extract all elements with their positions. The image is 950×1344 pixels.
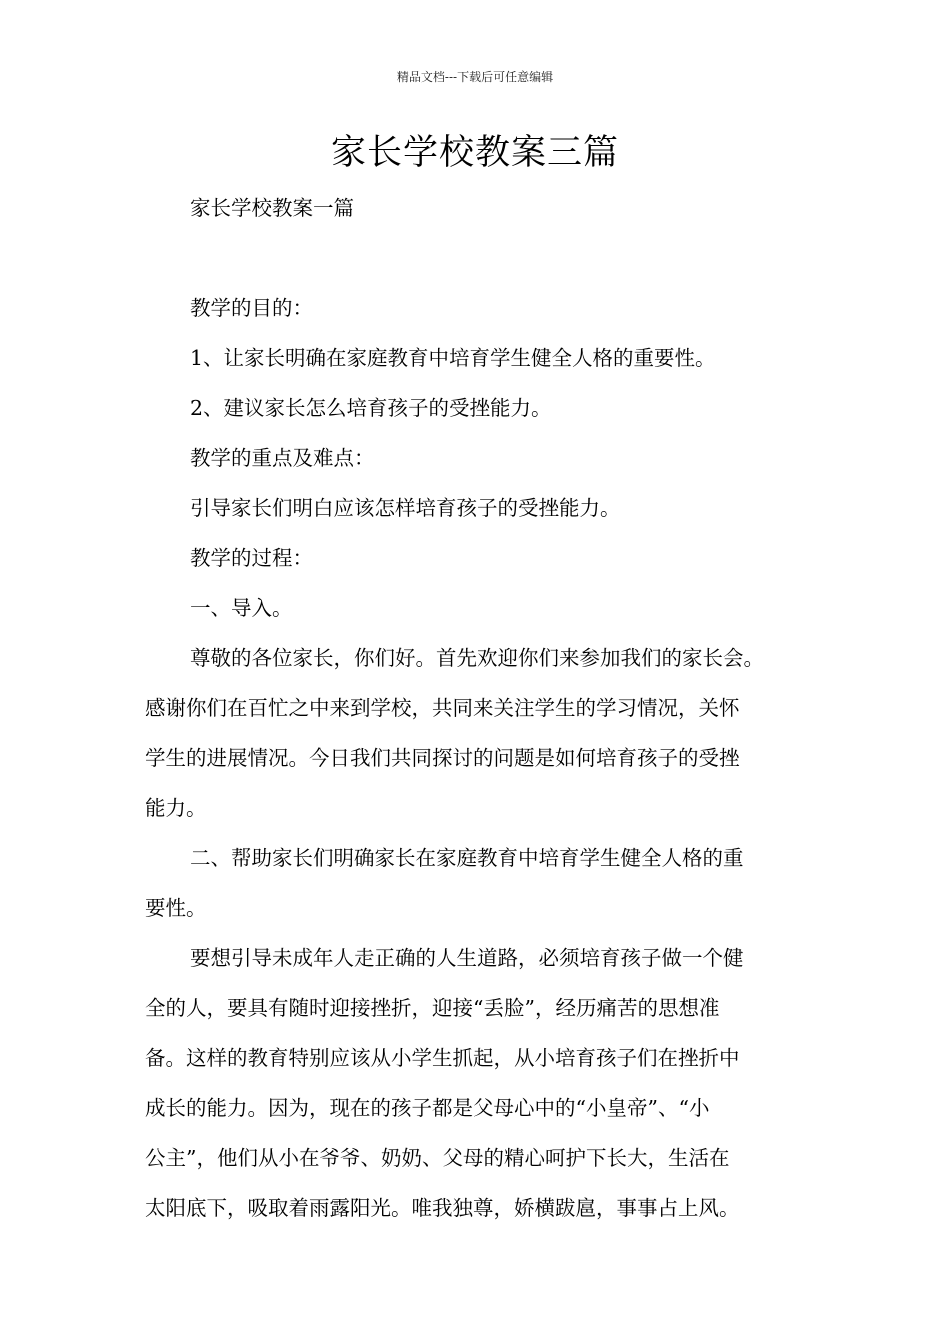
- paragraph-line: 太阳底下，吸取着雨露阳光。唯我独尊，娇横跋扈，事事占上风。: [145, 1196, 740, 1220]
- paragraph-line: 2、建议家长怎么培育孩子的受挫能力。: [190, 396, 552, 420]
- paragraph-line: 一、导入。: [190, 596, 293, 620]
- paragraph-line: 要性。: [145, 896, 207, 920]
- document-body: [145, 183, 835, 1233]
- document-title: 家长学校教案三篇: [330, 133, 619, 173]
- paragraph-line: 引导家长们明白应该怎样培育孩子的受挫能力。: [190, 496, 621, 520]
- paragraph-line: 1、让家长明确在家庭教育中培育学生健全人格的重要性。: [190, 346, 716, 370]
- paragraph-line: 能力。: [145, 796, 207, 820]
- paragraph-line: 全的人，要具有随时迎接挫折，迎接“丢脸”，经历痛苦的思想准: [145, 996, 720, 1020]
- paragraph-line: 教学的目的：: [190, 296, 313, 320]
- paragraph-line: 尊敬的各位家长，你们好。首先欢迎你们来参加我们的家长会。: [190, 646, 764, 670]
- paragraph-line: 学生的进展情况。今日我们共同探讨的问题是如何培育孩子的受挫: [145, 746, 740, 770]
- paragraph-line: 二、帮助家长们明确家长在家庭教育中培育学生健全人格的重: [190, 846, 744, 870]
- blank-line: [145, 233, 835, 283]
- paragraph-line: 备。这样的教育特别应该从小学生抓起，从小培育孩子们在挫折中: [145, 1046, 740, 1070]
- paragraph-line: 成长的能力。因为，现在的孩子都是父母心中的“小皇帝”、“小: [145, 1096, 710, 1120]
- paragraph-line: 教学的重点及难点：: [190, 446, 375, 470]
- paragraph-line: 教学的过程：: [190, 546, 313, 570]
- section-subtitle: 家长学校教案一篇: [190, 196, 354, 220]
- paragraph-line: 感谢你们在百忙之中来到学校，共同来关注学生的学习情况，关怀: [145, 696, 740, 720]
- header-note: 精品文档---下载后可任意编辑: [396, 70, 554, 84]
- paragraph-line: 公主”，他们从小在爷爷、奶奶、父母的精心呵护下长大，生活在: [145, 1146, 730, 1170]
- paragraph-line: 要想引导未成年人走正确的人生道路，必须培育孩子做一个健: [190, 946, 744, 970]
